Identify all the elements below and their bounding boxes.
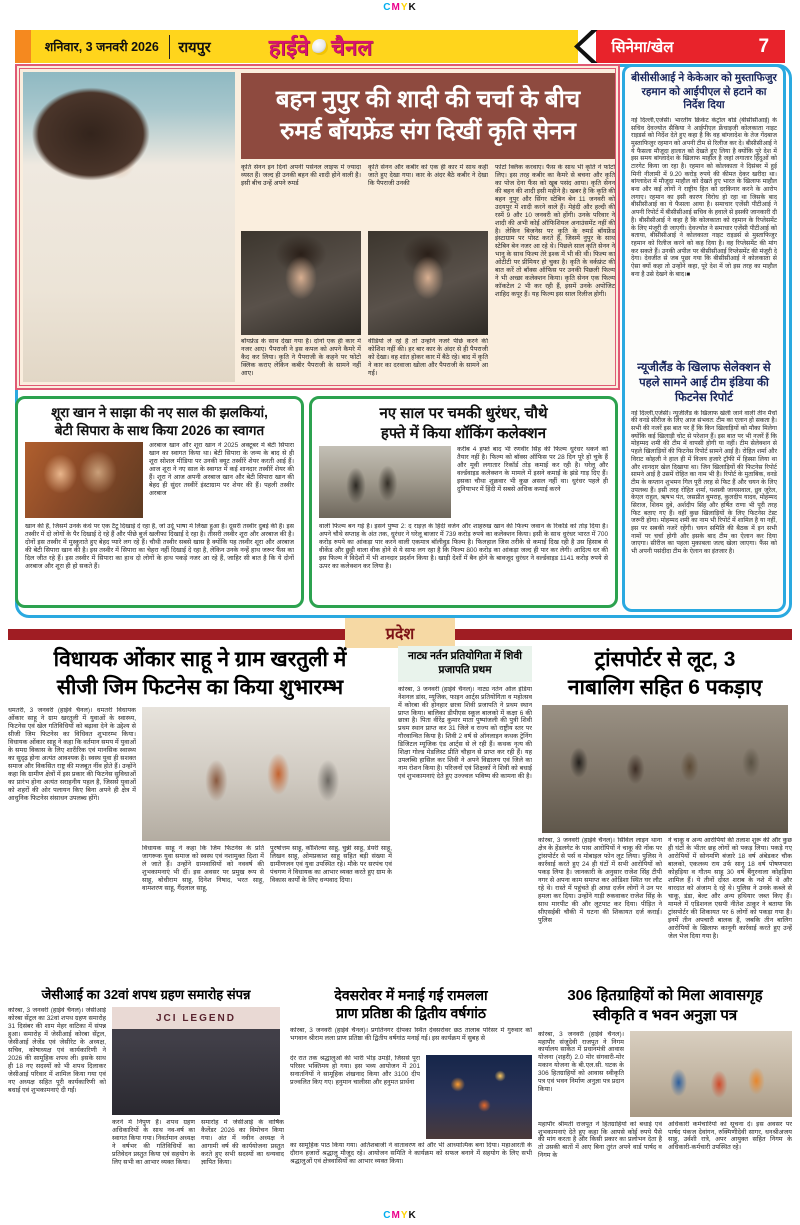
jci-group-photo [112, 1007, 280, 1115]
article-jci-oath [8, 986, 284, 1203]
dhurandhar-body-full: वाली फिल्म बन गई है। इसने पुष्पा 2: द राइज़ के हिंदी वर्जन और शाहरुख खान की फिल्म जवान के रिकॉर्ड को तोड़ दिया है। अपने चौथे सप्ताह के अंत तक, धुरंधर ने घरेलू बाजार में 739 करोड़ रुपये का कलेक्शन किया। इसी के साथ धुरंधर भारत में 700 करोड़ रुपये का आंकड़ा पार करने वाली एकमात्र बॉलीवुड फिल्म है। फिलहाल जिस तरीके से कमाई दिख रही है उस हिसाब से वीकेंड और छुट्टी वाला वीक होने से ये साफ लग रहा है कि फिल्म 800 करोड़ का आंकड़ा जल्द ही पार कर लेगी। आदित्य धर की इस फिल्म ने विदेशों में भी शानदार प्रदर्शन किया है। खाड़ी देशों में बैन होने के बावजूद धुरंधर ने वर्ल्डवाइड 1141 करोड़ रुपये से ऊपर का कलेक्शन कर लिया है। [319, 523, 608, 570]
fitness-headline: न्यूजीलैंड के खिलाफ सेलेक्शन से पहले सामने आई टीम इंडिया की फिटनेस रिपोर्ट [637, 361, 771, 404]
pradesh-section-label: प्रदेश [345, 618, 455, 648]
kriti-headline: बहन नुपुर की शादी की चर्चा के बीच रुमर्ड बॉयफ्रेंड संग दिखीं कृति सेनन [241, 73, 615, 159]
masthead-orange-block [15, 30, 31, 63]
page-number: 7 [758, 35, 770, 57]
section-name: सिनेमा/खेल [611, 38, 674, 56]
dance-body: कोरबा, 3 जनवरी (हाईवे चैनल)। नाट्य नर्तन ऑल इंडिया नेशनल डांस, म्यूजिक, फाइन आर्ट्स प्रतियोगिता व महोत्सव में कोरबा की होनहार छात्रा शिवी प्रजापति ने प्रथम स्थान प्राप्त किया। बालिका डीपीएस स्कूल बालको में कक्षा 6 की छात्रा है। पिता वीरेंद्र कुमार माता पुष्पांजली की पुत्री शिवी प्रथम स्थान प्राप्त कर 31 जिले व राज्य को राष्ट्रीय स्तर पर गौरवान्वित किया है। शिवी 2 वर्ष से ऑनलाइन कथक ट्रेनिंग डिजिटल म्यूजिक एंड आर्ट्स से ले रही हैं। कथक नृत्य की शिक्षा गोल्ड मेडलिस्ट प्रीति चौहान से प्राप्त कर रही हैं। यह उपलब्धि हासिल कर शिवी ने अपने विद्यालय एवं जिले का नाम रोशन किया है। परिजनों एवं शिक्षकों ने शिवी को बधाई एवं शुभकामनाएं देते हुए उज्ज्वल भविष्य की कामना की है। [398, 685, 532, 781]
fitness-body: नई दिल्ली,एजेंसी। न्यूजीलैंड के खिलाफ खेली जाने वाली तीन मैचों की वनडे सीरीज के लिए आज संभवत: टीम का एलान हो सकता है। सभी की नजरें इस बात पर हैं कि किन खिलाड़ियों को मौका मिलेगा क्योंकि कई खिलाड़ी चोट से परेशान हैं। इस बात पर भी नजरें हैं कि मोहम्मद शमी की टीम में वापसी होगी या नहीं। टीम सेलेक्शन से पहले खिलाड़ियों की फिटनेस रिपोर्ट सामने आई है। रोहित शर्मा और विराट कोहली ने हाल ही में विजय हजारे ट्रॉफी में हिस्सा लिया था और शानदार खेल दिखाया था। जिन खिलाड़ियों की फिटनेस रिपोर्ट सामने आई है उसमें रोहित का नाम भी है। रिपोर्ट के मुताबिक, वनडे टीम के कप्तान शुभमन गिल पूरी तरह से फिट हैं और चयन के लिए उपलब्ध हैं। इसी तरह रोहित शर्मा, यशस्वी जायसवाल, ध्रुव जुरेल, केएल राहुल, ऋषभ पंत, जसप्रीत बुमराह, कुलदीप यादव, मोहम्मद सिराज, शिवम दुबे, अर्शदीप सिंह और हर्षित राणा भी पूरी तरह फिट बताए गए हैं। वहीं कुछ खिलाड़ियों के लिए फिटनेस टेस्ट जरूरी होगा। मोहम्मद शमी का नाम भी रिपोर्ट में शामिल है या नहीं, इस पर सबकी नजरें रहेंगी। चयन समिति की बैठक में इन सभी नामों पर चर्चा होगी और इसके बाद टीम का ऐलान कर दिया जाएगा। सीरीज का पहला मुकाबला जल्द खेला जाएगा। फैंस को भी अपनी पसंदीदा टीम के ऐलान का इंतजार है। [631, 409, 777, 556]
section-banner [596, 30, 785, 63]
kriti-body-columns [241, 164, 615, 382]
kriti-paparazzi-photo-2 [368, 231, 488, 335]
article-transporter-loot [538, 646, 792, 963]
bcci-body: नई दिल्ली,एजेंसी। भारतीय क्रिकेट कंट्रोल बोर्ड (बीसीसीआई) के सचिव देवज्योत सैकिया ने आईपीएल फ्रेंचाइजी कोलकाता नाइट राइडर्स को निर्देश देते हुए कहा है कि वह बांग्लादेश के तेज गेंदबाज मुस्ताफिजुर रहमान को अपनी टीम से रिलीज कर दे। बीसीसीआई ने ये फैसला मौजूदा हालात को देखते हुए लिया है क्योंकि पूरे देश में इस समय बांग्लादेश के खिलाफ माहौल है जहां लगातार हिंदुओं को टारगेट किया जा रहा है। रहमान को कोलकाता ने दिसंबर में हुई मिनी नीलामी में 9.20 करोड़ रुपये की कीमत देकर खरीदा था। बांग्लादेश में मौजूदा माहौल को देखते हुए भारत के खिलाफ माहौल बना और कई लोगों ने राष्ट्रीय हित को दरकिनार करने के आरोप लगाए। रहमान का इसी कारण विरोध हो रहा था जिसके बाद बीसीसीआई का ये फैसला आया है। समाचार एजेंसी पीटीआई ने अपनी रिपोर्ट में बीसीसीआई सचिव के हवाले से इसकी जानकारी दी है। बीसीसीआई ने कहा है कि कोलकाता को रहमान के रिप्लेसमेंट के लिए मंजूरी दी जाएगी। देवज्योत ने समाचार एजेंसी पीटीआई को बताया, बीसीसीआई ने कोलकाता नाइट राइडर्स से मुस्ताफिजुर रहमान को रिलीज करने को कह दिया है। वह रिप्लेसमेंट की मांग कर सकते हैं। उनकी अपील पर बीसीसीआई रिप्लेसमेंट की मंजूरी दे देगा। देवजीत से जब पूछा गया कि बीसीसीआई ने कोलकाता से ऐसा क्यों कहा तो उन्होंने कहा, पूरे देश में जो इस तरह का माहौल बना है उसे देखने के बाद।■ [631, 116, 777, 278]
dance-headline: नाट्य नर्तन प्रतियोगिता में शिवी प्रजापति प्रथम [398, 646, 532, 682]
cmyk-mark-top: CMYK [383, 2, 417, 13]
ramlala-crowd-photo [426, 1055, 532, 1139]
shura-top-row: अरबाज खान और शूरा खान ने 2025 अक्टूबर में बेटी सिपारा खान का स्वागत किया था। बेटी सिपारा के जन्म के बाद से ही शूरा सोशल मीडिया पर उनकी क्यूट तस्वीरें शेयर करती आई हैं। आज शूरा ने नए साल के स्वागत में कई शानदार तस्वीरें शेयर की हैं। शूरा ने आज अपनी अरबाज खान और बेटी सिपारा खान की बेहद ही सुंदर तस्वीरें इंस्टाग्राम पर शेयर की हैं। पहली तस्वीर अरबाज [25, 442, 294, 520]
article-kriti-senon [15, 64, 620, 390]
jci-lower-cols: करने में निपुण हैं। शपथ ग्रहण अधिकारियों के साथ नव-वर्ष का स्वागत किया गया। निवर्तमान अध्यक्ष ने वर्षभर की गतिविधियों का प्रतिवेदन प्रस्तुत किया एवं सहयोग के लिए सभी का आभार व्यक्त किया। समारोह में जेसीआई के वार्षिक कैलेंडर 2026 का विमोचन किया गया। अंत में नवीन अध्यक्ष ने आगामी वर्ष की कार्ययोजना प्रस्तुत करते हुए सभी सदस्यों का धन्यवाद ज्ञापित किया। [112, 1119, 284, 1166]
awas-lower-cols: महापौर श्रीमती राजपूत ने हितग्राहियों को बधाई एवं शुभकामनाएं देते हुए कहा कि आपसे कोई रुपये पैसे की मांग करता है और किसी प्रकार का प्रलोभन देता है तो उसकी बातों में आए बिना तुरंत अपने वार्ड पार्षद व निगम के अधिकारी कर्मचारियों को सूचना दें। इस अवसर पर पार्षद पंकज देवांगन, रुक्मिणीदेवी सागर, धनश्रीअजय साहू, उर्वशी रात्रे, अपर आयुक्त सहित निगम के अधिकारी-कर्मचारी उपस्थित रहे। [538, 1120, 792, 1160]
masthead-band [31, 30, 578, 63]
loot-police-photo [542, 705, 788, 833]
gym-lower-cols: विधायक साहू ने कहा कि जिम फिटनेस के प्रति जागरूक युवा समाज को स्वस्थ एवं नशामुक्त दिशा में ले जाते हैं। उन्होंने ग्रामवासियों को नववर्ष की शुभकामनाएं भी दीं। इस अवसर पर प्रमुख रूप से साहू, बोधीराम साहू, दिनेश निषाद, भरत साहू, वामशरण साहू, गैंदलाल साहू, पुरषोत्तम साहू, कौशिल्या साहू, चुन्नी साहू, डेयरी साहू, लिखन साहू, ओमप्रकाश साहू सहित बड़ी संख्या में ग्रामीणजन एवं युवा उपस्थित रहे। मौके पर सरपंच एवं पंचगण ने विधायक का आभार व्यक्त करते हुए ग्राम के विकास कार्यों के लिए धन्यवाद दिया। [142, 845, 392, 893]
kriti-col-2: कृति सेनन और कबीर को एक ही कार में साथ कहीं जाते हुए देखा गया। कार के अंदर बैठे कबीर ने देखा कि पैपराजी उनकी वीडियो ले रहे हैं तो उन्होंने नजरें पीछे करने की कोशिश नहीं की। हर बार कार के अंदर से ही पैपराजी को देखा। वह शांत होकर कार में बैठे रहे। बाद में कृति ने कार का दरवाजा खोला और पैपराजी के सामने आ गईं। [368, 164, 488, 377]
shura-headline: शूरा खान ने साझा की नए साल की झलकियां, बेटी सिपारा के साथ किया 2026 का स्वागत [51, 405, 268, 438]
article-dhurandhar [309, 396, 618, 608]
paper-title-left: हाईवे [268, 34, 310, 60]
sports-column [622, 64, 786, 612]
gym-photo [142, 707, 390, 841]
paper-logo-ball-icon [312, 39, 328, 55]
edition-city: रायपुर [178, 39, 211, 56]
cmyk-mark-bottom: CMYK [383, 1210, 417, 1221]
article-ramlala-anniversary [290, 986, 532, 1204]
gym-headline: विधायक ओंकार साहू ने ग्राम खरतुली में सीजी जिम फिटनेस का किया शुभारम्भ [53, 648, 347, 699]
jci-banner-text: JCI LEGEND [112, 1007, 280, 1029]
dhurandhar-top-row: करीब 4 हफ्ते बाद भी रणवीर सिंह की फिल्म धुरंधर थकने को तैयार नहीं है। फिल्म को बॉक्स ऑफिस पर 28 दिन पूरे हो चुके हैं और मूवी लगातार रिकॉर्ड तोड़ कमाई कर रही है। घरेलू और वर्ल्डवाइड कलेक्शन के मामले में इसने कमाई के झंडे गाड़ दिए हैं। इसका चौथा शुक्रवार भी कुछ असल नहीं था। धुरंधर पहले ही दुनियाभर में हिंदी में सबसे अधिक कमाई करने [319, 446, 608, 520]
awas-ceremony-photo [630, 1031, 792, 1117]
kriti-col-1: कृति सेनन इन दिनों अपनी पर्सनल लाइफ में ज्यादा व्यस्त हैं। जल्द ही उनकी बहन की शादी होने वाली है। इसी बीच उन्हें अपने रुमर्ड बॉयफ्रेंड के साथ देखा गया है। दोनों एक ही कार में नजर आए। पैपराजी ने इस कपल को अपने कैमरे में कैद कर लिया। कृति ने पैपराजी के कहने पर फोटो क्लिक कराए लेकिन कबीर पैपराजी के सामने नहीं आए। [241, 164, 361, 377]
loot-headline: ट्रांसपोर्टर से लूट, 3 नाबालिग सहित 6 पकड़ाए [567, 648, 763, 699]
masthead [15, 30, 785, 63]
dhurandhar-headline: नए साल पर चमकी धुरंधर, चौथे हफ्ते में किया शॉकिंग कलेक्शन [379, 405, 548, 442]
masthead-divider [169, 35, 171, 59]
bcci-headline: बीसीसीआई ने केकेआर को मुस्ताफिजुर रहमान को आईपीएल से हटाने का निर्देश दिया [631, 72, 777, 112]
kriti-col-3: फोटो क्लिक करवाए। फैंस के साथ भी कृति ने फोटो लिए। इस तरह कबीर का कैमरे से बचना और कृति का पोज देना फैंस को खूब पसंद आया। कृति सेनन की बहन की शादी इसी महीने है। खबर है कि कृति की बहन नुपुर और सिंगर स्टेबिन बेन 11 जनवरी को उदयपुर में शादी करने वाले हैं। मेहंदी और हल्दी की रस्में 9 और 10 जनवरी को होंगी। उनके परिवार ने शादी की अभी कोई ऑफिशियल अनाउंसमेंट नहीं की है। लेकिन बिजनेस पर कृति के रुमर्ड बॉयफ्रेंड इंस्टाग्राम पर पोस्ट करते हैं, जिसमें नुपुर के साथ स्टेबिन बेन नजर आ रहे थे। पिछले साल कृति सेनन ने भानु के साथ फिल्म तेरे इश्क में भी की थी। फिल्म का ओटीटी पर प्रीमियर हो चुका है। कृति के वर्कफ्रंट की बात करें तो बॉक्स ऑफिस पर उनकी पिछली फिल्म ने भी अच्छा कलेक्शन किया। कृति सेनन एक फिल्म कॉकटेल 2 भी कर रही हैं, इसमें उनके अपोजिट शाहिद कपूर हैं। यह फिल्म इस साल रिलीज होगी। [495, 164, 615, 298]
gym-content: धमतरी, 3 जनवरी (हाईवे चैनल)। धमतरी विधायक ओंकार साहू ने ग्राम खरतुली में युवाओं के स्वास्थ्य, फिटनेस एवं खेल गतिविधियों को बढ़ावा देने के उद्देश्य से सीजी जिम फिटनेस का विधिवत शुभारम्भ किया। विधायक ओंकार साहू ने कहा कि वर्तमान समय में युवाओं के समग्र विकास के लिए शारीरिक एवं मानसिक स्वास्थ्य का सुदृढ़ होना अत्यंत आवश्यक है। स्वस्थ युवा ही सशक्त समाज और विकसित राष्ट्र की मजबूत नींव होते हैं। उन्होंने कहा कि ग्रामीण क्षेत्रों में इस प्रकार की फिटनेस सुविधाओं का प्रारंभ होना अत्यंत सराहनीय पहल है, जिससे युवाओं को शहरों की ओर पलायन किए बिना अपने ही क्षेत्र में आधुनिक फिटनेस संसाधन उपलब्ध होंगे। विधायक साहू ने कहा कि जिम फिटनेस के प्रति जागरूक युवा समाज को स्वस्थ एवं नशामुक्त दिशा में ले जाते हैं। उन्होंने ग्रामवासियों को नववर्ष की शुभकामनाएं भी दीं। इस अवसर पर प्रमुख रूप से साहू, बोधीराम साहू, दिनेश निषाद, भरत साहू, वामशरण साहू, गैंदलाल साहू, पुरषोत्तम साहू, कौशिल्या साहू, चुन्नी साहू, डेयरी साहू, लिखन साहू, ओमप्रकाश साहू सहित बड़ी संख्या में ग्रामीणजन एवं युवा उपस्थित रहे। मौके पर सरपंच एवं पंचगण ने विधायक का आभार व्यक्त करते हुए ग्राम के विकास कार्यों के लिए धन्यवाद दिया। [8, 707, 392, 951]
awas-mid-row: कोरबा, 3 जनवरी (हाईवे चैनल)। महापौर संजूदेवी राजपूत ने निगम कार्यालय साकेत में प्रधानमंत्री आवास योजना (शहरी) 2.0 मोर संगवारी-मोर मकान योजना के बी.एल.सी. घटक के 306 हितग्राहियों को आवास स्वीकृति पत्र एवं भवन निर्माण अनुज्ञा पत्र प्रदान किया। [538, 1031, 792, 1117]
ramlala-headline: देवसरोवर में मनाई गई रामलला प्राण प्रतिष्ठा की द्वितीय वर्षगांठ [334, 987, 488, 1022]
kriti-paparazzi-photo-1 [241, 231, 361, 335]
jci-content: कोरबा, 3 जनवरी (हाईवे चैनल)। जेसीआई कोरबा सेंट्रल का 32वां शपथ ग्रहण समारोह 31 दिसंबर की शाम मेहर वाटिका में संपन्न हुआ। समारोह में जेसीआई कोरबा सेंट्रल, जेसीआई लेजेंड एवं जेसीरेट के अध्यक्ष, सचिव, कोषाध्यक्ष एवं कार्यकारिणी ने 2026 की सामूहिक शपथ ली। इसके साथ ही 18 नए सदस्यों को भी शपथ दिलाकर जेसीआई परिवार में शामिल किया गया एवं नए अध्यक्ष सहित पूरी कार्यकारिणी को बधाई एवं शुभकामनाएं दी गईं। JCI LEGEND करने में निपुण हैं। शपथ ग्रहण अधिकारियों के साथ नव-वर्ष का स्वागत किया गया। निवर्तमान अध्यक्ष ने वर्षभर की गतिविधियों का प्रतिवेदन प्रस्तुत किया एवं सहयोग के लिए सभी का आभार व्यक्त किया। समारोह में जेसीआई के वार्षिक कैलेंडर 2026 का विमोचन किया गया। अंत में नवीन अध्यक्ष ने आगामी वर्ष की कार्ययोजना प्रस्तुत करते हुए सभी सदस्यों का धन्यवाद ज्ञापित किया। [8, 1007, 284, 1203]
ramlala-body-bottom: का सामूहिक पाठ किया गया। अतिशबाजी ने वातावरण को और भी आध्यात्मिक बना दिया। महाआरती के दौरान हजारों श्रद्धालु मौजूद रहे। आयोजन समिति ने कार्यक्रम को सफल बनाने में सहयोग के लिए सभी श्रद्धालुओं एवं क्षेत्रवासियों का आभार व्यक्त किया। [290, 1141, 532, 1165]
awas-headline: 306 हितग्राहियों को मिला आवासगृह स्वीकृति व भवन अनुज्ञा पत्र [567, 987, 763, 1024]
article-awas-certificates [538, 986, 792, 1205]
article-gym-inauguration [8, 646, 392, 951]
jci-right-area [112, 1007, 284, 1203]
loot-cols: कोरबा, 3 जनवरी (हाईवे चैनल)। सिविल लाइन थाना क्षेत्र के हेंडलगेट के पास आरोपियों ने चाकू की नोंक पर ट्रांसपोर्टर से पर्स व मोबाइल फोन लूट लिया। पुलिस ने कार्रवाई करते हुए 24 ही घंटों में सभी आरोपियों को पकड़ लिया है। जानकारी के अनुसार राजेश सिंह टीपी नगर से अपना काम समाप्त कर ओडिशा स्थित घर लौट रहे थे। रास्ते में पहुंचते ही आधा दर्जन लोगों ने उन पर हमला कर दिया। उन्होंने गाड़ी रुकवाकर राजेश सिंह के साथ मारपीट की और लूटपाट कर दिया। पीड़ित ने सीएसईबी चौकी में घटना की शिकायत दर्ज कराई। पुलिस ने चाकू व अन्य आरोपियों की तलाश शुरू की और कुछ ही घंटों के भीतर छह लोगों को पकड़ लिया। पकड़े गए आरोपियों में सोनमणि बंजारे 18 वर्ष अंबेडकर चौक बालको, एकलव्य राय उर्फ सानू 18 वर्ष पोषणपारा कोहड़िया व गौतम साहू 30 वर्ष बैंगुरनाला कोहड़िया शामिल हैं। ये तीनों दोस्त शराब के नशे में थे और वारदात को अंजाम दे रहे थे। पुलिस ने उनके कब्जे से चाकू, डंडा, बेल्ट और अन्य हथियार जब्त किए हैं। मामले में एडिशनल एसपी नीतेश ठाकुर ने बताया कि ट्रांसपोर्टर की शिकायत पर 6 लोगों को पकड़ा गया है। इनमें तीन अपचारी बालक हैं, जबकि तीन बालिग आरोपियों के खिलाफ कानूनी कार्रवाई करते हुए उन्हें जेल भेज दिया गया है। [538, 837, 792, 940]
gym-right-area [142, 707, 392, 951]
shura-arbaaz-photo [25, 442, 143, 518]
kriti-main-photo [23, 72, 235, 382]
ramlala-body-top: कोरबा, 3 जनवरी (हाईवे चैनल)। प्रगतिनगर दीपका स्थित देवसरोवर छठ तालाब परिसर में गुरुवार को भगवान श्रीराम लला प्राण प्रतिष्ठा की द्वितीय वर्षगांठ मनाई गई। इस कार्यक्रम में सुबह से [290, 1026, 532, 1042]
article-dance-competition [398, 646, 532, 966]
shura-body-full: खान की है, जिसमें उनके कंधे पर एक टैटू दिखाई दे रहा है, जो उर्दू भाषा में लिखा हुआ है। दूसरी तस्वीर दुबई की है। इस तस्वीर में दो लोगों के पैर दिखाई दे रहे हैं और पीछे बुर्ज खलीफा दिखाई दे रहा है। तीसरी तस्वीर शूरा और अरबाज की है। दोनों इस तस्वीर में मुस्कुराते हुए बेहद प्यारे लग रहे हैं। चौथी तस्वीर सबसे खास है क्योंकि यह तस्वीर शूरा और अरबाज की बेटी सिपारा खान की है। इस तस्वीर में सिपारा का चेहरा नहीं दिखाई दे रहा है, लेकिन उनके नन्हें हाथ जरूर फैंस का दिल जीत रहे हैं। इस तस्वीर में सिपारा का हाथ दो लोगों के हाथ पकड़े नजर आ रहे हैं, जाहिर सी बात है कि ये दोनों अरबाज और शूरा ही हो सकते हैं। [25, 523, 294, 570]
ramlala-mid-row: देर रात तक श्रद्धालुओं की भारी भीड़ उमड़ी, जिससे पूरा परिसर भक्तिमय हो गया। इस भव्य आयोजन में 201 सनातनियों ने सामूहिक शंखनाद किया और 3100 दीप प्रज्वलित किए गए। हनुमान चालीसा और हनुमत प्रार्थना [290, 1055, 532, 1139]
article-shura-khan [15, 396, 304, 608]
edition-date: शनिवार, 3 जनवरी 2026 [44, 40, 159, 54]
paper-title [269, 30, 373, 63]
paper-title-right: चैनल [331, 34, 373, 60]
dhurandhar-movie-still [319, 446, 451, 518]
jci-headline: जेसीआई का 32वां शपथ ग्रहण समारोह संपन्न [41, 987, 251, 1002]
